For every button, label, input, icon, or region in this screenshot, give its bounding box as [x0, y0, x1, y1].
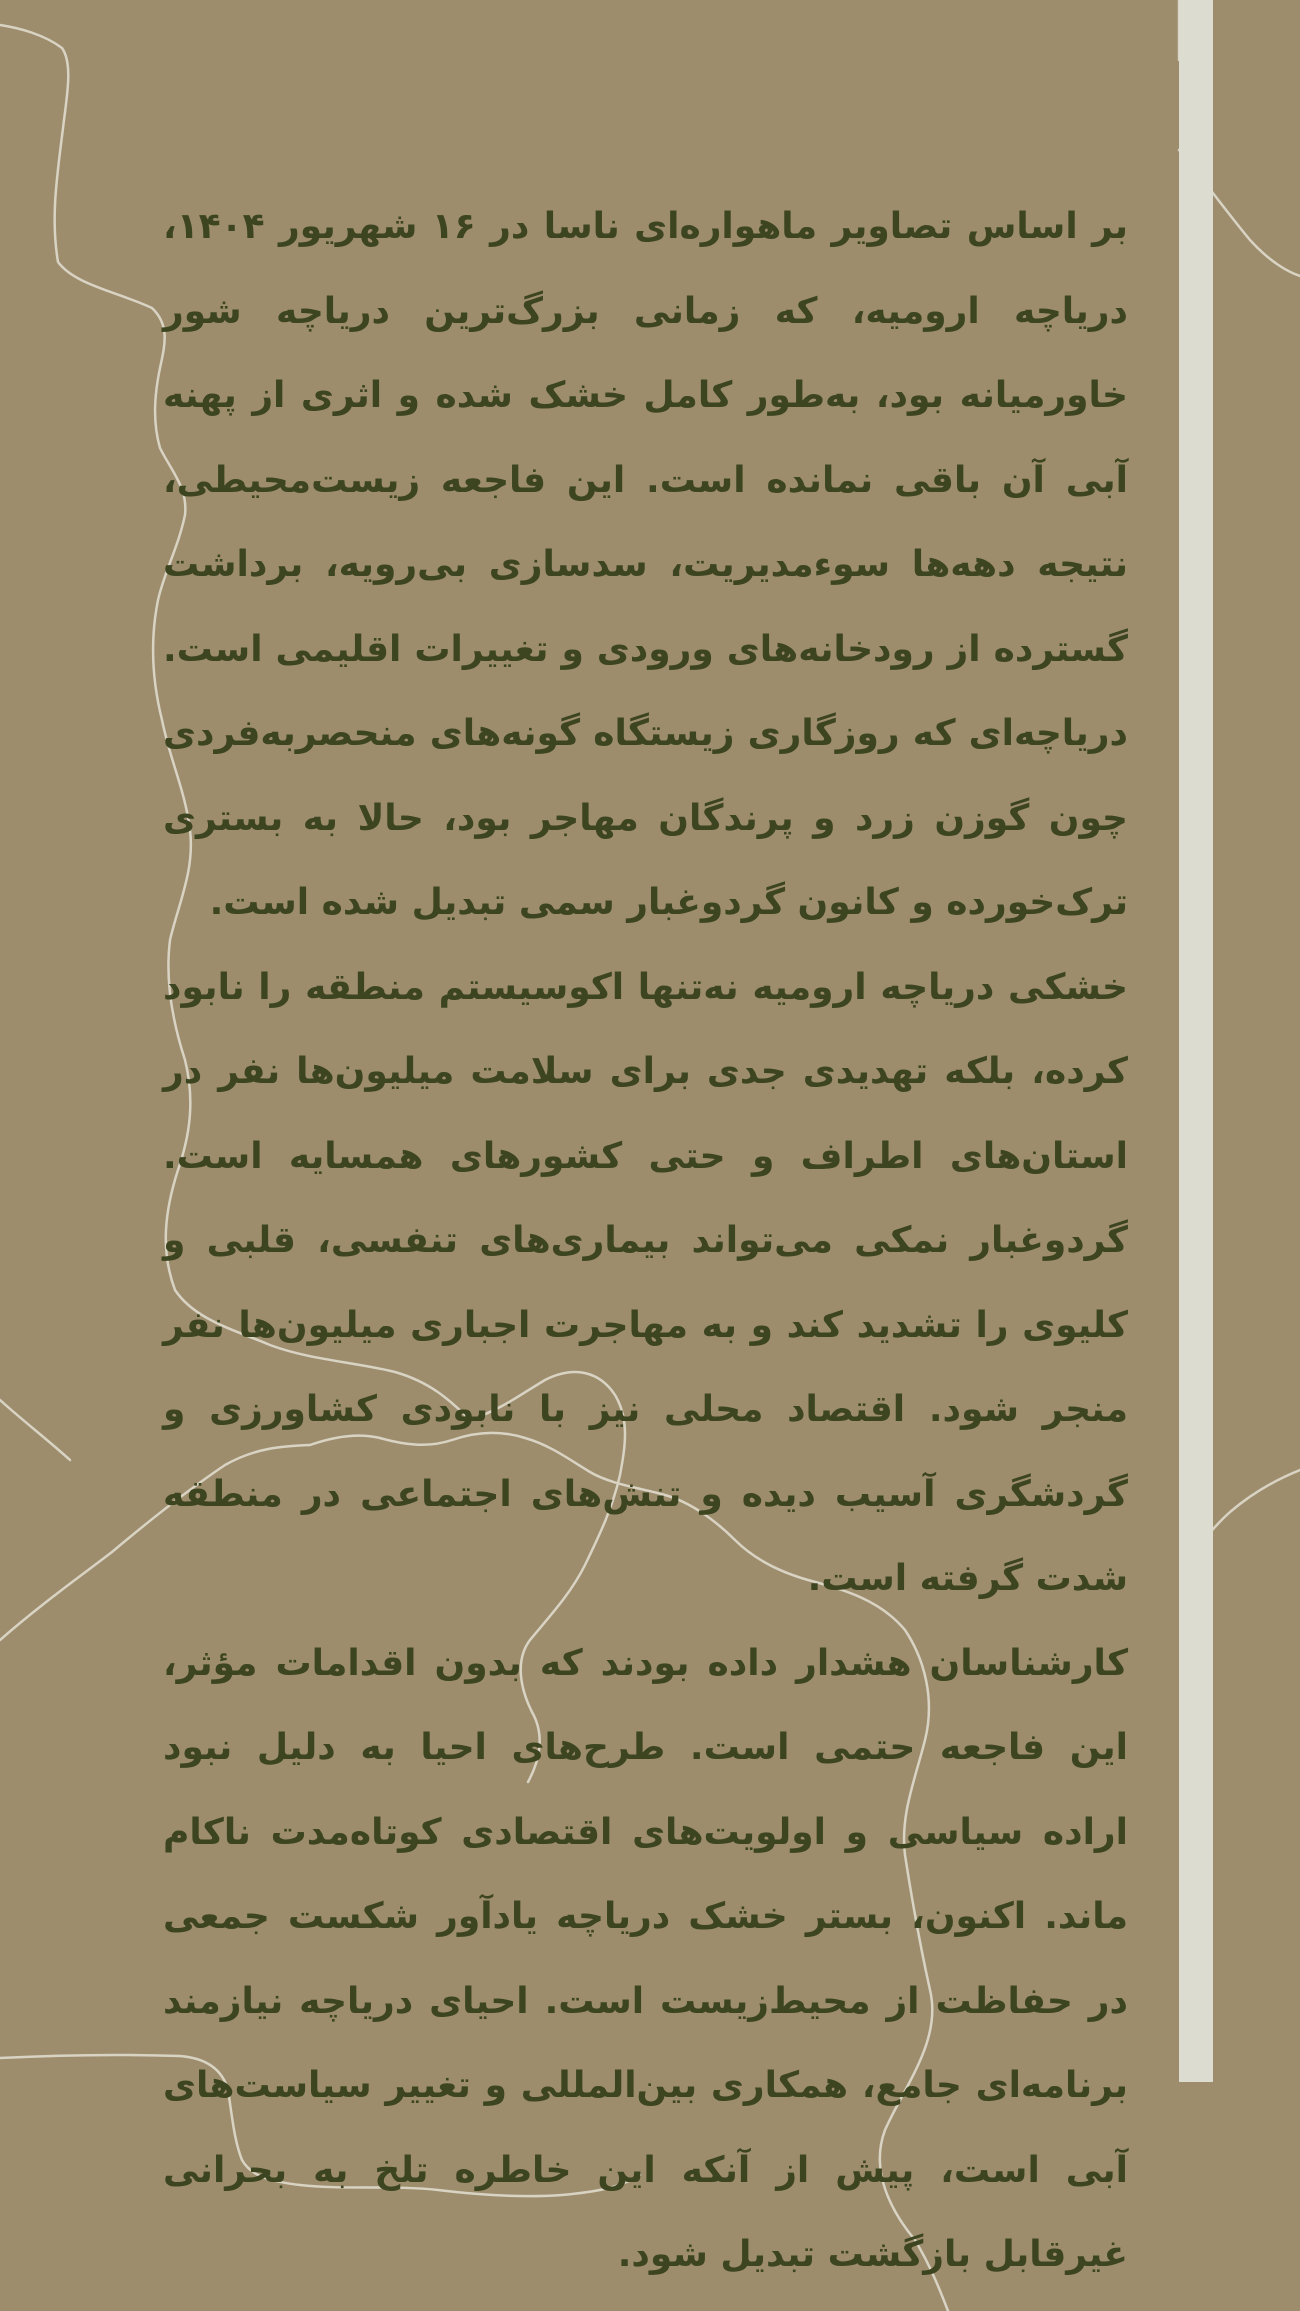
article-paragraph-3: کارشناسان هشدار داده بودند که بدون اقدامات مؤثر، این فاجعه حتمی است. طرح‌های احیا به دلیل نبود اراده سیاسی و اولویت‌های اقتصادی کوتاه‌مدت ناکام ماند. اکنون، بستر خشک دریاچه یادآور شکست جمعی در حفاظت از محیط‌زیست است. احیای دریاچه نیازمند برنامه‌ای جامع، همکاری بین‌المللی و تغییر سیاست‌های آبی است، پیش از آنکه این خاطره تلخ به بحرانی غیرقابل بازگشت تبدیل شود. [163, 1642, 1128, 2275]
map-line-left-top [0, 1400, 70, 1460]
side-accent-bar [1179, 0, 1213, 2082]
article-paragraph-2: خشکی دریاچه ارومیه نه‌تنها اکوسیستم منطقه را نابود کرده، بلکه تهدیدی جدی برای سلامت میلیون‌ها نفر در استان‌های اطراف و حتی کشورهای همسایه است. گردوغبار نمکی می‌تواند بیماری‌های تنفسی، قلبی و کلیوی را تشدید کند و به مهاجرت اجباری میلیون‌ها نفر منجر شود. اقتصاد محلی نیز با نابودی کشاورزی و گردشگری آسیب دیده و تنش‌های اجتماعی در منطقه شدت گرفته است. [163, 966, 1128, 1599]
article-body [163, 185, 1128, 2298]
article-paragraph-1: بر اساس تصاویر ماهواره‌ای ناسا در ۱۶ شهریور ۱۴۰۴، دریاچه ارومیه، که زمانی بزرگ‌ترین دریاچه شور خاورمیانه بود، به‌طور کامل خشک شده و اثری از پهنه آبی آن باقی نمانده است. این فاجعه زیست‌محیطی، نتیجه دهه‌ها سوء‌مدیریت، سدسازی بی‌رویه، برداشت گسترده از رودخانه‌های ورودی و تغییرات اقلیمی است. دریاچه‌ای که روزگاری زیستگاه گونه‌های منحصربه‌فردی چون گوزن زرد و پرندگان مهاجر بود، حالا به بستری ترک‌خورده و کانون گردوغبار سمی تبدیل شده است. [163, 206, 1128, 923]
